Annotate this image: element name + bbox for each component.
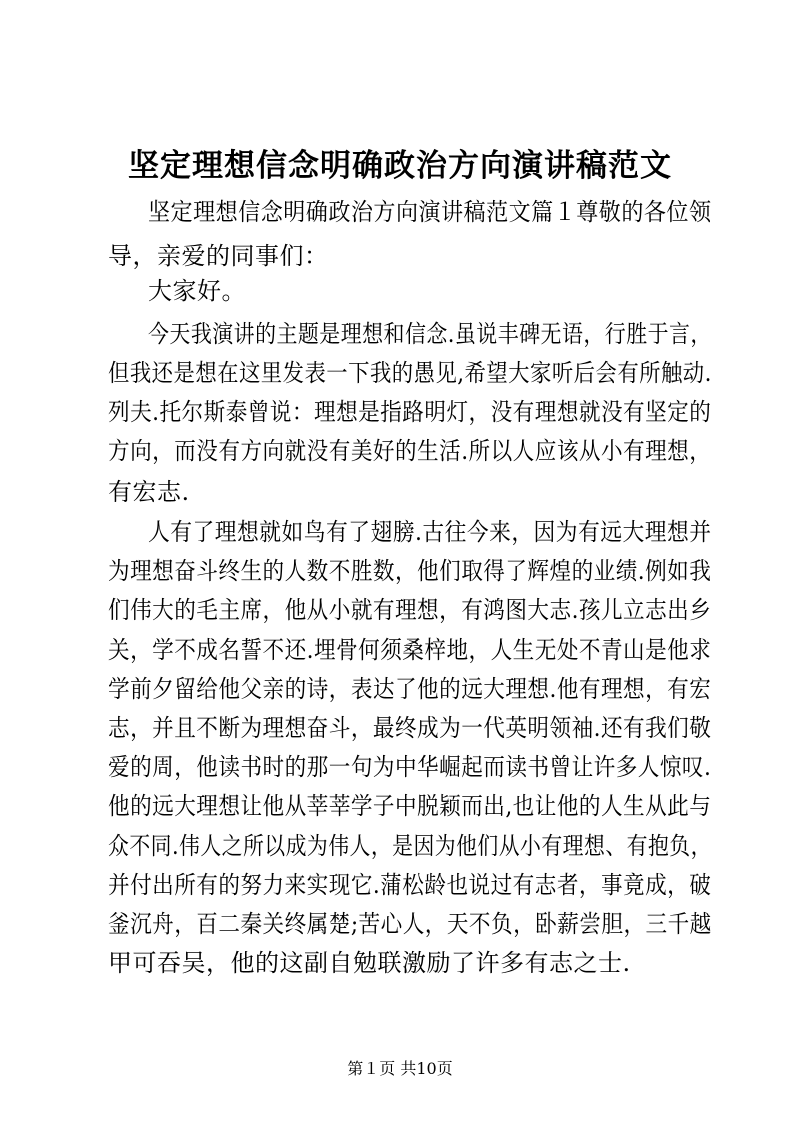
text-line: 但我还是想在这里发表一下我的愚见,希望大家听后会有所触动. [108,359,712,387]
page-footer: 第１页 共10页 [347,1059,453,1078]
text-line: 学前夕留给他父亲的诗，表达了他的远大理想.他有理想，有宏 [108,675,712,703]
text-line: 关，学不成名誓不还.埋骨何须桑梓地，人生无处不青山是他求 [108,636,712,664]
text-line: 人有了理想就如鸟有了翅膀.古往今来，因为有远大理想并 [148,518,712,546]
text-line: 志，并且不断为理想奋斗，最终成为一代英明领袖.还有我们敬 [108,714,712,742]
text-line: 众不同.伟人之所以成为伟人，是因为他们从小有理想、有抱负， [108,832,712,860]
text-line: 今天我演讲的主题是理想和信念.虽说丰碑无语，行胜于言， [148,320,712,348]
text-line: 爱的周，他读书时的那一句为中华崛起而读书曾让许多人惊叹. [108,753,712,781]
text-line: 有宏志. [108,478,190,506]
text-line: 釜沉舟，百二秦关终属楚;苦心人，天不负，卧薪尝胆，三千越 [108,910,712,938]
text-line: 列夫.托尔斯泰曾说：理想是指路明灯，没有理想就没有坚定的 [108,398,712,426]
text-line: 大家好。 [148,277,246,305]
text-line: 导，亲爱的同事们： [108,242,329,270]
text-line: 他的远大理想让他从莘莘学子中脱颖而出,也让他的人生从此与 [108,792,712,820]
text-line: 坚定理想信念明确政治方向演讲稿范文篇１尊敬的各位领 [148,198,712,226]
text-line: 方向，而没有方向就没有美好的生活.所以人应该从小有理想， [108,437,712,465]
text-line: 为理想奋斗终生的人数不胜数，他们取得了辉煌的业绩.例如我 [108,557,712,585]
text-line: 并付出所有的努力来实现它.蒲松龄也说过有志者，事竟成，破 [108,871,712,899]
text-line: 甲可吞吴，他的这副自勉联激励了许多有志之士. [108,949,631,977]
document-title: 坚定理想信念明确政治方向演讲稿范文 [128,148,672,184]
text-line: 们伟大的毛主席，他从小就有理想，有鸿图大志.孩儿立志出乡 [108,596,712,624]
